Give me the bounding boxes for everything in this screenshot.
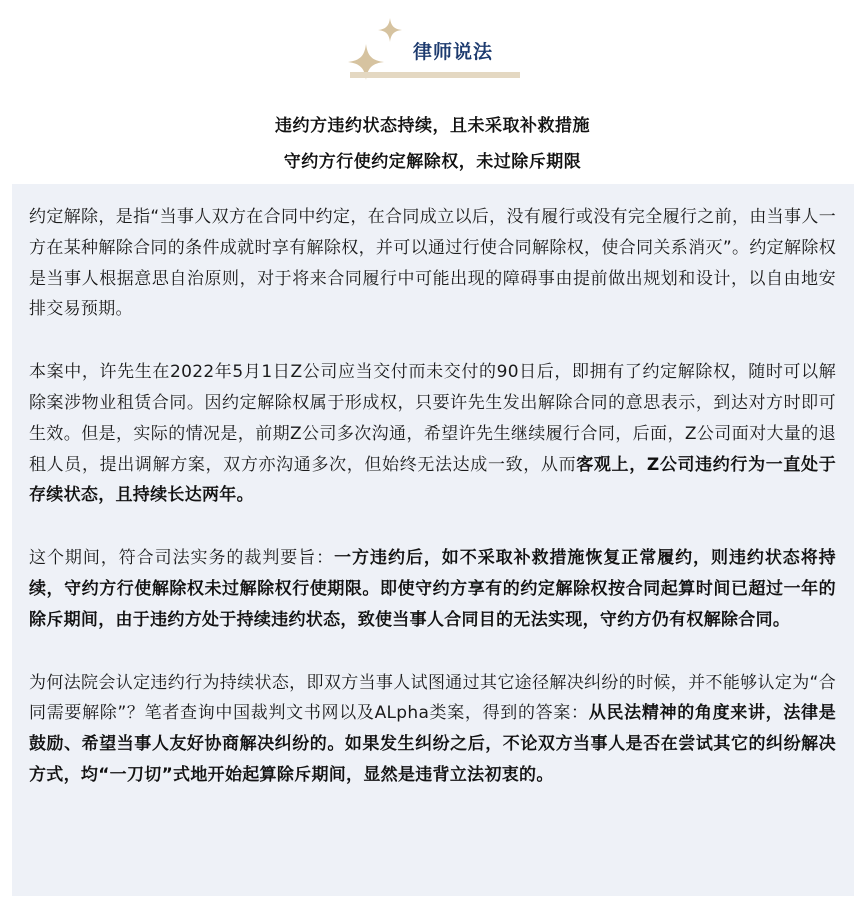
paragraph-text: 本案中，许先生在2022年5月1日Z公司应当交付而未交付的90日后，即拥有了约定解除权，随时可以解除案涉物业租赁合同。因约定解除权属于形成权，只要许先生发出解除合同的意思表示，到达对方时即可生效。但是，实际的情况是，前期Z公司多次沟通，希望许先生继续履行合同，后面，Z公司面对大量的退租人员，提出调解方案，双方亦沟通多次，但始终无法达成一致，从而 [29,362,836,475]
sparkle-small-icon [378,18,402,42]
paragraph-case-facts [29,357,836,511]
subtitle-line-2: 守约方行使约定解除权，未过除斥期限 [283,152,582,172]
paragraph-emphasis: 一方违约后，如不采取补救措施恢复正常履约，则违约状态将持续，守约方行使解除权未过解除权行使期限。即使守约方享有的约定解除权按合同起算时间已超过一年的除斥期间，由于违约方处于持续违约状态，致使当事人合同目的无法实现，守约方仍有权解除合同。 [29,548,836,630]
paragraph-text: 为何法院会认定违约行为持续状态，即双方当事人试图通过其它途径解决纠纷的时候，并不能够认定为“合同需要解除”？笔者查询中国裁判文书网以及ALpha类案，得到的答案： [29,672,836,724]
paragraph-emphasis: 从民法精神的角度来讲，法律是鼓励、希望当事人友好协商解决纠纷的。如果发生纠纷之后，不论双方当事人是否在尝试其它的纠纷解决方式，均“一刀切”式地开始起算除斥期间，显然是违背立法初衷的。 [29,703,836,785]
paragraph-reasoning [29,668,836,791]
paragraph-text: 约定解除，是指“当事人双方在合同中约定，在合同成立以后，没有履行或没有完全履行之前，由当事人一方在某种解除合同的条件成就时享有解除权，并可以通过行使合同解除权，使合同关系消灭”。约定解除权是当事人根据意思自治原则，对于将来合同履行中可能出现的障碍事由提前做出规划和设计，以自由地安排交易预期。 [29,207,836,320]
header-title: 律师说法 [413,41,494,63]
subtitle-line-1: 违约方违约状态持续，且未采取补救措施 [275,116,590,136]
article-body [12,184,854,896]
section-header [0,0,865,95]
paragraph-emphasis: 客观上，Z公司违约行为一直处于存续状态，且持续长达两年。 [29,454,836,506]
paragraph-text: 这个期间，符合司法实务的裁判要旨： [29,548,335,569]
paragraph-definition [29,202,836,325]
header-underline [350,72,520,78]
paragraph-judicial-rule [29,543,836,635]
